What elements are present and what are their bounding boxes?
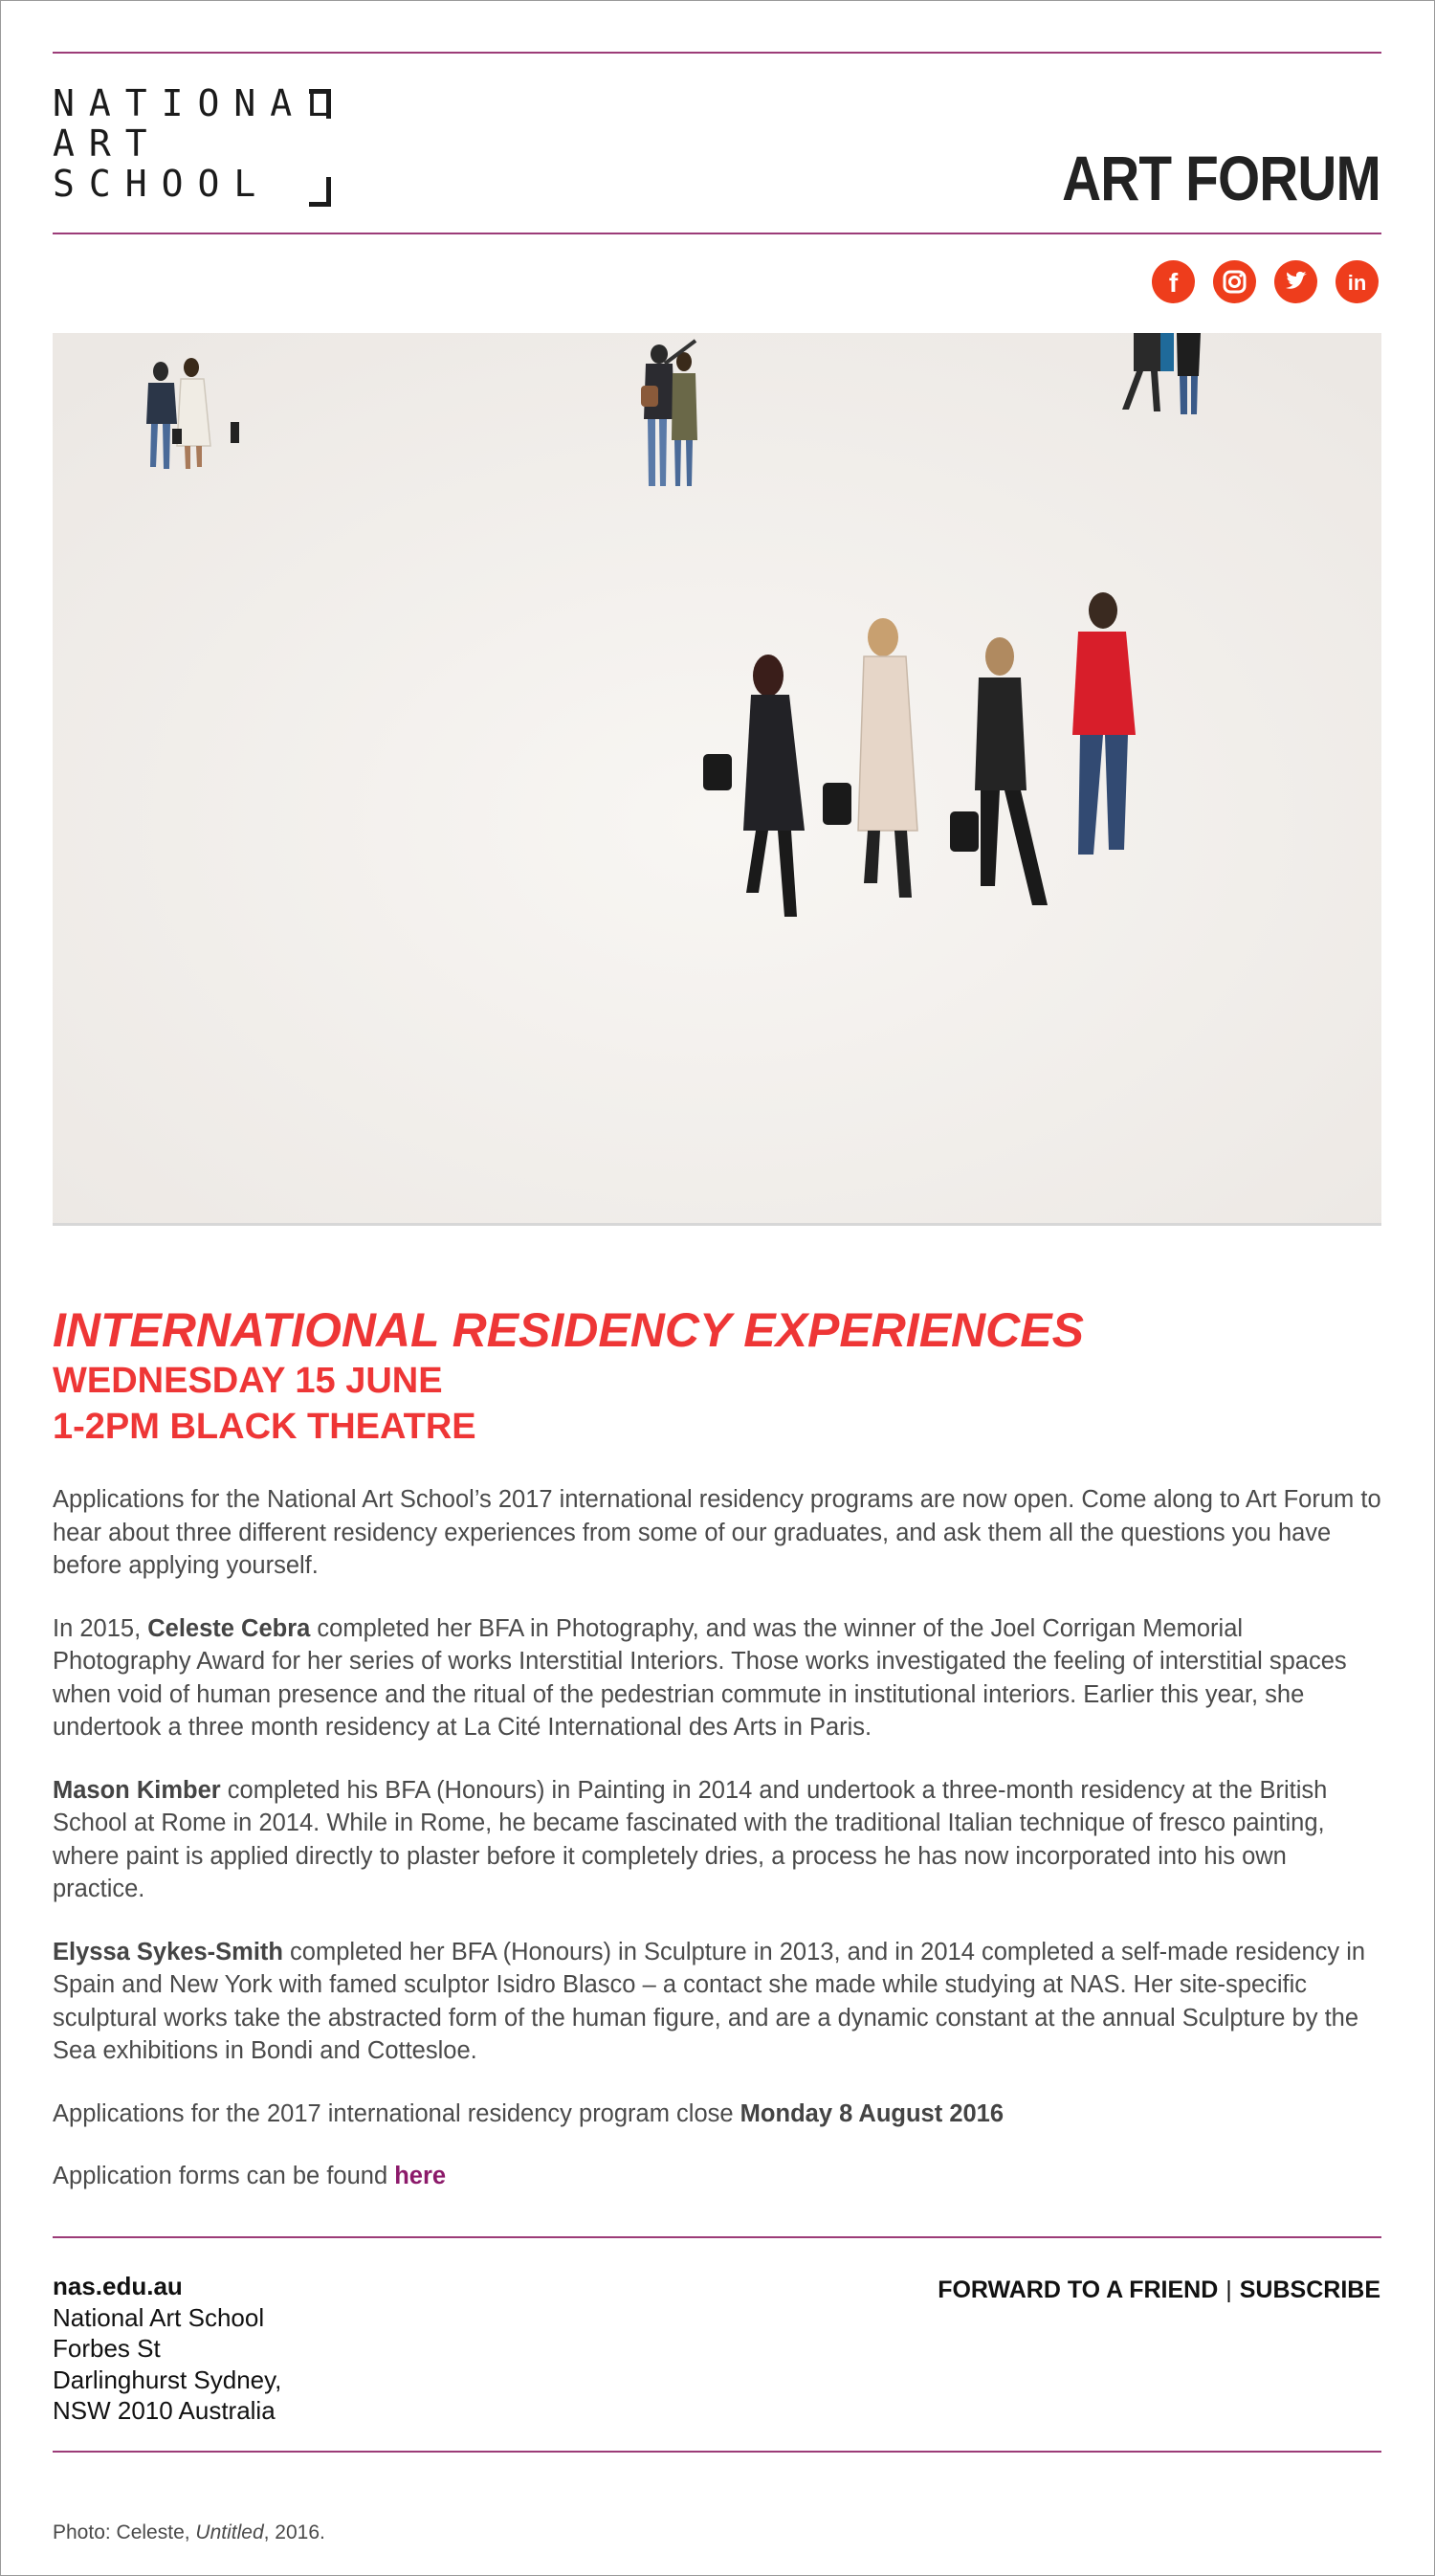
nas-logo (53, 83, 342, 204)
svg-text:f: f (1168, 268, 1179, 298)
svg-text:in: in (1347, 271, 1367, 295)
celeste-paragraph (53, 1612, 1384, 1744)
caption-title: Untitled (195, 2521, 264, 2543)
footer-links (938, 2275, 1380, 2305)
logo-line-3: SCHOOL (53, 163, 271, 205)
footer-top-rule (53, 2236, 1381, 2238)
mason-paragraph (53, 1774, 1384, 1906)
address-line-2: Forbes St (53, 2334, 161, 2363)
elyssa-paragraph (53, 1936, 1384, 2068)
elyssa-name: Elyssa Sykes-Smith (53, 1938, 283, 1965)
text-run: completed his BFA (Honours) in Painting in 2014 and undertook a three-month residency at the British School at Rome in 2014. While in Rome, he became fascinated with the traditional Italian technique of fresco painting, where paint is applied directly to plaster before it completely dries, a process he has now incorporated into his own practice. (53, 1776, 1328, 1902)
text-run: , 2016. (263, 2521, 325, 2543)
art-forum-title: ART FORUM (1062, 143, 1380, 213)
mason-name: Mason Kimber (53, 1776, 221, 1804)
celeste-name: Celeste Cebra (147, 1614, 311, 1642)
footer-bottom-rule (53, 2451, 1381, 2453)
intro-paragraph: Applications for the National Art School’s 2017 international residency programs are now open. Come along to Art Forum to hear about three different residency experiences from some of our graduates, and ask them all the questions you have before applying yourself. (53, 1486, 1381, 1579)
application-forms-link[interactable]: here (394, 2163, 447, 2189)
address-line-3: Darlinghurst Sydney, (53, 2365, 282, 2394)
logo-bracket-bottom (309, 177, 331, 207)
twitter-icon[interactable] (1274, 260, 1317, 303)
logo-bracket-top (309, 89, 331, 119)
logo-line-1: NATIONAL (53, 82, 343, 124)
facebook-icon[interactable] (1152, 260, 1195, 303)
article-body (53, 1483, 1384, 2223)
event-heading (53, 1302, 1381, 1450)
forward-to-friend-link[interactable]: FORWARD TO A FRIEND (938, 2276, 1219, 2303)
site-link[interactable]: nas.edu.au (53, 2272, 183, 2300)
closing-date: Monday 8 August 2016 (740, 2099, 1004, 2127)
text-run: In 2015, (53, 1614, 148, 1642)
text-run: completed her BFA (Honours) in Sculpture in 2013, and in 2014 completed a self-made residency in Spain and New York with famed sculptor Isidro Blasco – a contact she made while studying at NAS. Her site-specific sculptural works take the abstracted form of the human figure, and are a dynamic constant at the annual Sculpture by the Sea exhibitions in Bondi and Cottesloe. (53, 1938, 1366, 2064)
forms-paragraph (53, 2160, 1384, 2193)
footer-separator: | (1225, 2276, 1232, 2303)
header-rule (53, 233, 1381, 234)
hero-photo (53, 333, 1381, 1226)
subscribe-link[interactable]: SUBSCRIBE (1239, 2276, 1380, 2303)
event-title: INTERNATIONAL RESIDENCY EXPERIENCES (53, 1303, 1084, 1357)
instagram-icon[interactable] (1213, 260, 1256, 303)
text-run: Photo: Celeste, (53, 2521, 196, 2543)
photo-caption (53, 2520, 325, 2546)
address-line-1: National Art School (53, 2302, 265, 2332)
logo-line-2: ART (53, 122, 162, 165)
closing-date-paragraph (53, 2098, 1384, 2131)
event-date: WEDNESDAY 15 JUNE (53, 1361, 443, 1401)
address-line-4: NSW 2010 Australia (53, 2396, 276, 2425)
text-run: Applications for the 2017 international residency program close (53, 2099, 740, 2127)
top-rule (53, 52, 1381, 54)
social-links (1152, 260, 1379, 303)
footer-address (53, 2271, 281, 2427)
text-run: Application forms can be found (53, 2163, 395, 2189)
event-time-place: 1-2PM BLACK THEATRE (53, 1407, 476, 1447)
text-run: completed her BFA in Photography, and was the winner of the Joel Corrigan Memorial Photography Award for her series of works Interstitial Interiors. Those works investigated the feeling of interstitial spaces when void of human presence and the ritual of the pedestrian commute in institutional interiors. Earlier this year, she undertook a three month residency at La Cité International des Arts in Paris. (53, 1614, 1347, 1741)
people-walking-photo (53, 333, 1381, 1223)
linkedin-icon[interactable] (1336, 260, 1379, 303)
